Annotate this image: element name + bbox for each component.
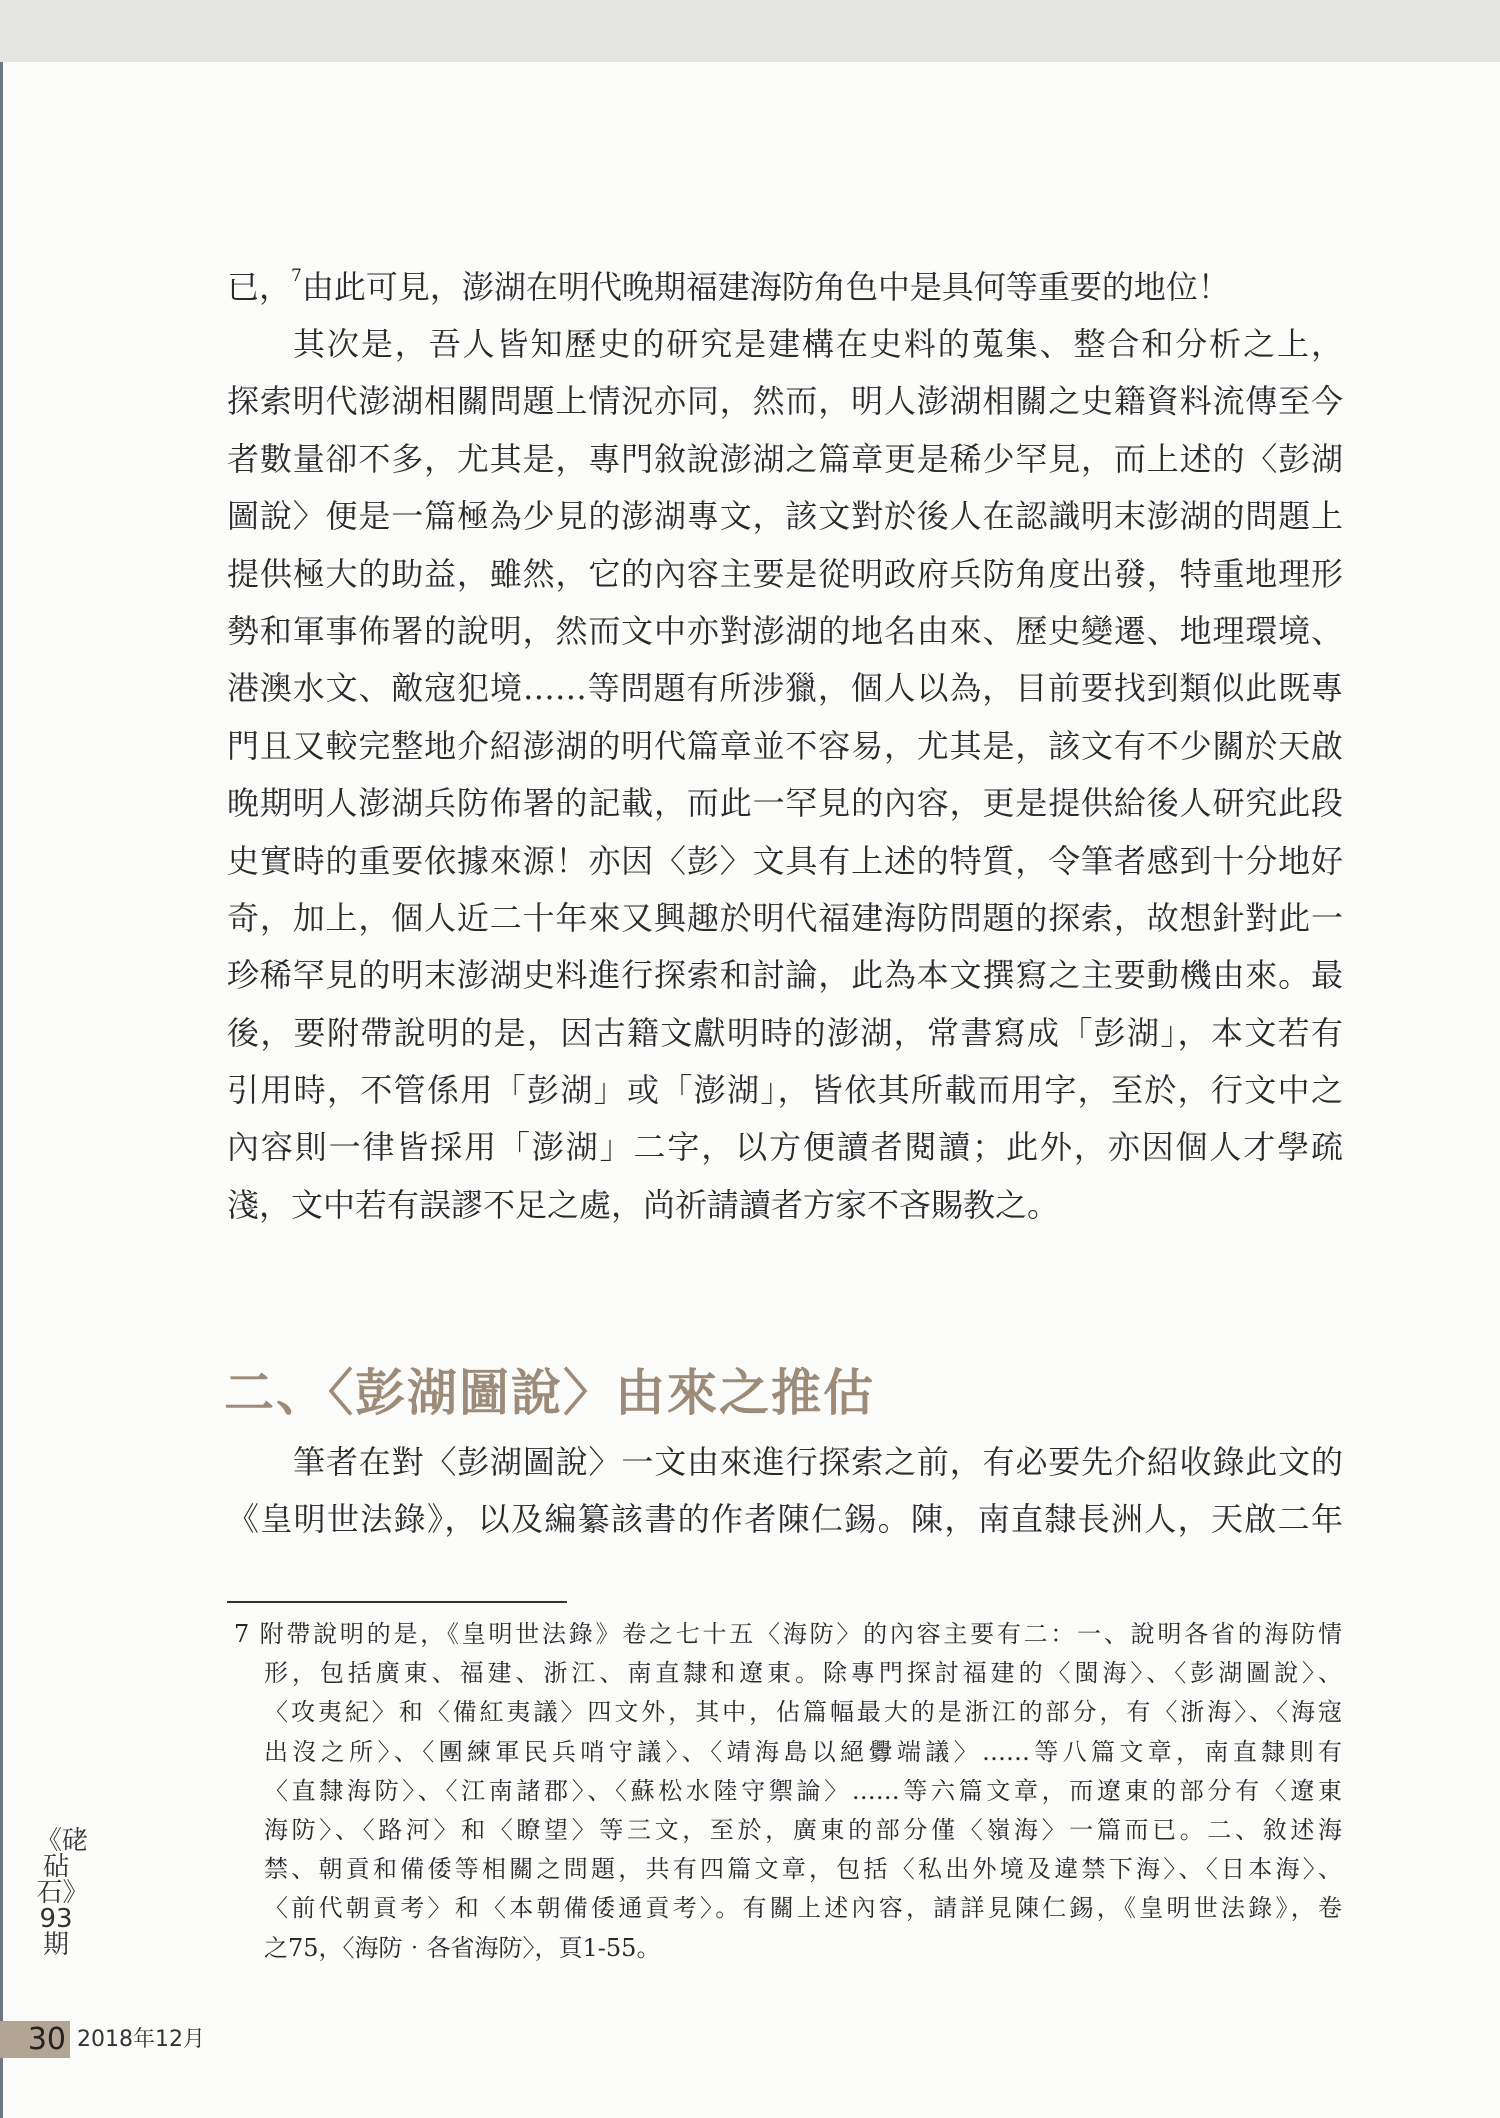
- footnote-line: 7 附帶說明的是，《皇明世法錄》卷之七十五〈海防〉的內容主要有二：一、說明各省的海防情: [234, 1620, 1342, 1648]
- footnote-line: 之75，〈海防‧各省海防〉，頁1-55。: [264, 1933, 661, 1962]
- body-line: 筆者在對〈彭湖圖說〉一文由來進行探索之前，有必要先介紹收錄此文的: [293, 1443, 1343, 1481]
- body-line: 後，要附帶說明的是，因古籍文獻明時的澎湖，常書寫成「彭湖」，本文若有: [227, 1013, 1343, 1052]
- body-line: 珍稀罕見的明末澎湖史料進行探索和討論，此為本文撰寫之主要動機由來。最: [227, 956, 1343, 995]
- footnote-line: 〈直隸海防〉、〈江南諸郡〉、〈蘇松水陸守禦論〉……等六篇文章，而遼東的部分有〈遼東: [264, 1776, 1342, 1805]
- section-heading: 二、〈彭湖圖說〉由來之推估: [224, 1364, 875, 1422]
- body-line: 門且又較完整地介紹澎湖的明代篇章並不容易，尤其是，該文有不少關於天啟: [227, 726, 1343, 765]
- body-line: 引用時，不管係用「彭湖」或「澎湖」，皆依其所載而用字，至於，行文中之: [227, 1071, 1343, 1110]
- footnote-line: 禁、朝貢和備倭等相關之問題，共有四篇文章，包括〈私出外境及違禁下海〉、〈日本海〉、: [264, 1855, 1342, 1884]
- scan-top-band: [0, 0, 1500, 62]
- footnote-line: 形，包括廣東、福建、浙江、南直隸和遼東。除專門探討福建的〈閩海〉、〈彭湖圖說〉、: [264, 1659, 1342, 1688]
- body-line: 奇，加上，個人近二十年來又興趣於明代福建海防問題的探索，故想針對此一: [227, 898, 1343, 937]
- footnote-ref[interactable]: 7: [291, 266, 302, 286]
- body-line: 勢和軍事佈署的說明，然而文中亦對澎湖的地名由來、歷史變遷、地理環境、: [227, 611, 1343, 650]
- footnote-line: 〈前代朝貢考〉和〈本朝備倭通貢考〉。有關上述內容，請詳見陳仁錫，《皇明世法錄》，卷: [264, 1894, 1342, 1923]
- paragraph-3: [227, 1434, 1343, 1549]
- paragraph-1: [227, 259, 1343, 316]
- footnote-line: 出沒之所〉、〈團練軍民兵哨守議〉、〈靖海島以絕釁端議〉……等八篇文章，南直隸則有: [264, 1737, 1342, 1766]
- body-line: 史實時的重要依據來源！亦因〈彭〉文具有上述的特質，令筆者感到十分地好: [227, 841, 1343, 880]
- footnote-divider: [227, 1601, 567, 1603]
- text: 由此可見，澎湖在明代晚期福建海防角色中是具何等重要的地位！: [301, 268, 1230, 306]
- journal-name: 《硓砧石》93期: [36, 1826, 89, 1960]
- body-line: 淺，文中若有誤謬不足之處，尚祈請讀者方家不吝賜教之。: [227, 1185, 1060, 1224]
- body-line: 探索明代澎湖相關問題上情況亦同，然而，明人澎湖相關之史籍資料流傳至今: [227, 382, 1343, 421]
- body-line: 其次是，吾人皆知歷史的研究是建構在史料的蒐集、整合和分析之上，: [293, 325, 1343, 363]
- body-line: 圖說〉便是一篇極為少見的澎湖專文，該文對於後人在認識明末澎湖的問題上: [227, 497, 1343, 536]
- body-line: 晚期明人澎湖兵防佈署的記載，而此一罕見的內容，更是提供給後人研究此段: [227, 784, 1343, 823]
- footnote-line: 〈攻夷紀〉和〈備紅夷議〉四文外，其中，佔篇幅最大的是浙江的部分，有〈浙海〉、〈海寇: [264, 1698, 1342, 1727]
- body-line: [227, 259, 1343, 316]
- page-number: 30: [0, 2021, 70, 2058]
- body-line: 港澳水文、敵寇犯境……等問題有所涉獵，個人以為，目前要找到類似此既專: [227, 669, 1343, 708]
- body-line: 者數量卻不多，尤其是，專門敘說澎湖之篇章更是稀少罕見，而上述的〈彭湖: [227, 439, 1343, 478]
- body-line: 內容則一律皆採用「澎湖」二字，以方便讀者閱讀；此外，亦因個人才學疏: [227, 1128, 1343, 1167]
- footnote: [234, 1615, 1342, 1968]
- body-line: 《皇明世法錄》，以及編纂該書的作者陳仁錫。陳，南直隸長洲人，天啟二年: [227, 1500, 1343, 1539]
- page-edge: [0, 62, 3, 2118]
- body-line: 提供極大的助益，雖然，它的內容主要是從明政府兵防角度出發，特重地理形: [227, 554, 1343, 593]
- paragraph-2: [227, 316, 1343, 1234]
- footnote-line: 海防〉、〈路河〉和〈瞭望〉等三文，至於，廣東的部分僅〈嶺海〉一篇而已。二、敘述海: [264, 1815, 1342, 1844]
- issue-date: 2018年12月: [77, 2027, 205, 2052]
- text: 已，: [227, 268, 292, 306]
